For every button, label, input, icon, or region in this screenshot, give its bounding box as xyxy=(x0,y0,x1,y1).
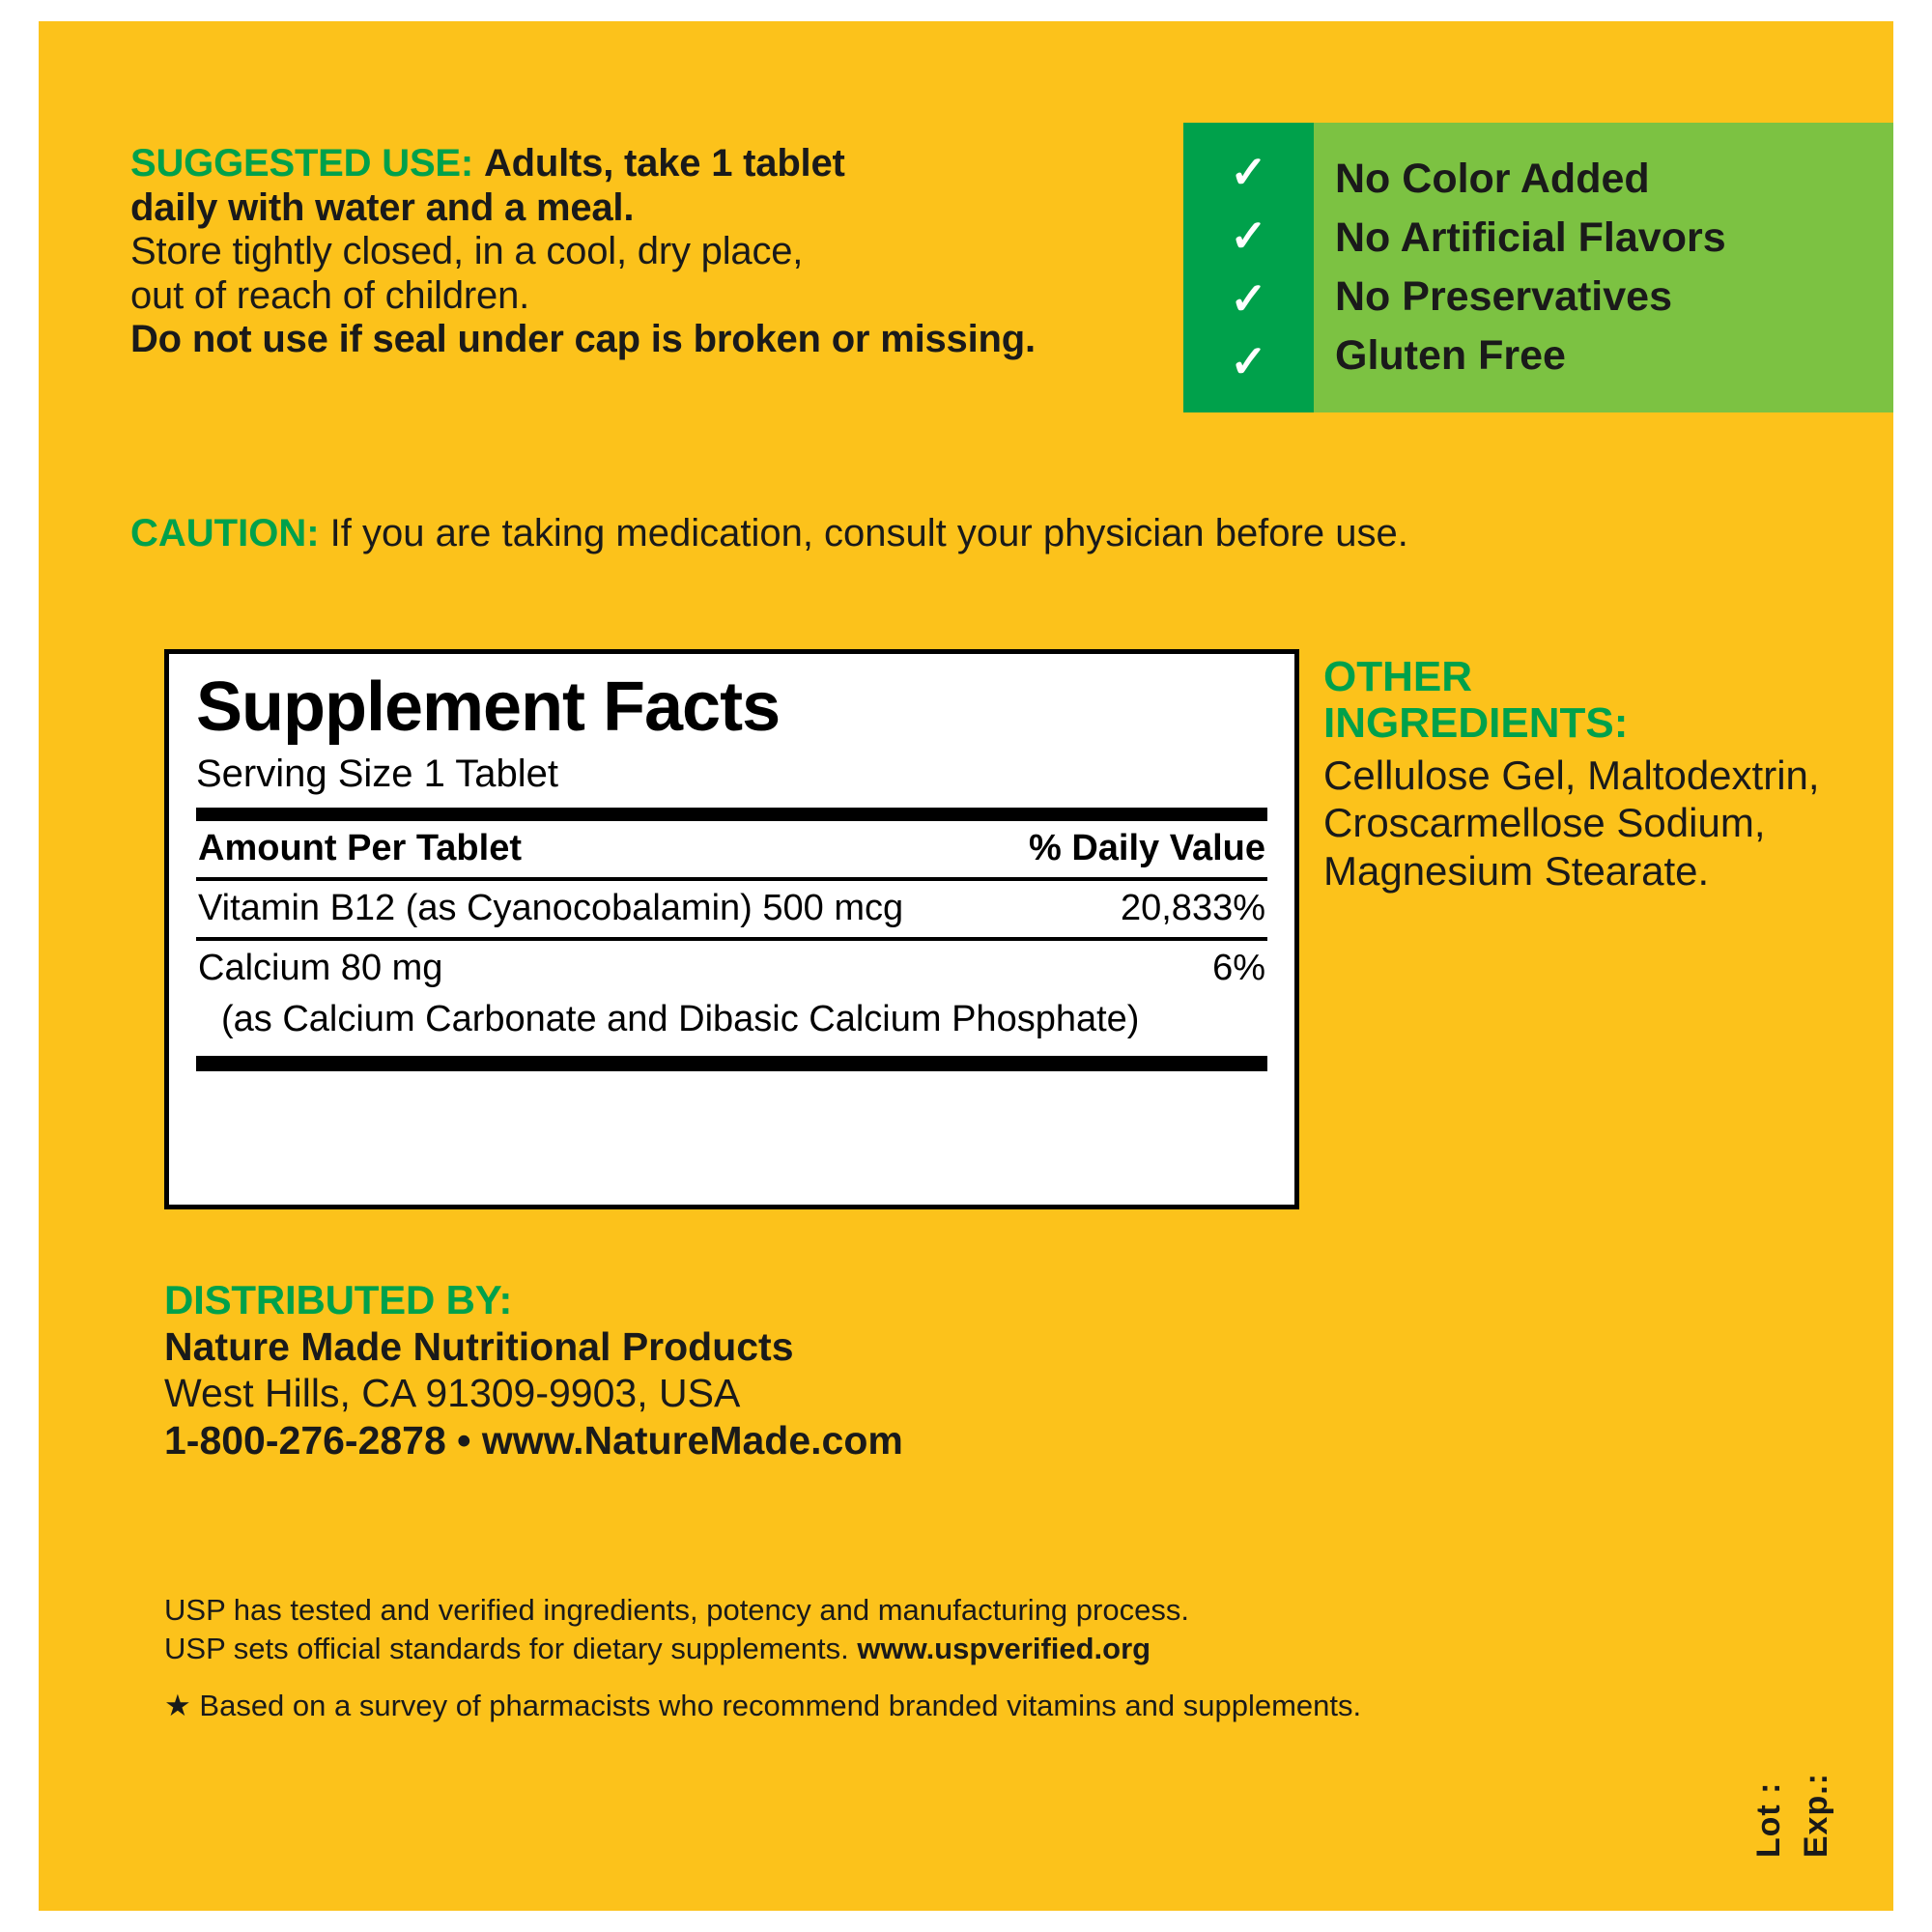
lot-label: Lot : xyxy=(1750,1781,1787,1858)
check-icon: ✓ xyxy=(1230,210,1267,261)
distributed-by-block xyxy=(164,1277,1227,1463)
seal-warning-line: Do not use if seal under cap is broken or missing. xyxy=(130,318,1036,361)
supplement-label-panel xyxy=(39,21,1893,1911)
nutrient-name: Calcium 80 mg xyxy=(198,947,443,988)
check-icon: ✓ xyxy=(1230,273,1267,324)
facts-column-headers xyxy=(196,821,1267,877)
exp-label: Exp.: xyxy=(1798,1772,1834,1858)
nutrient-source-note: (as Calcium Carbonate and Dibasic Calcium Phosphate) xyxy=(221,998,1140,1039)
suggested-use-line-1 xyxy=(130,142,1222,186)
facts-rule-thick xyxy=(196,808,1267,821)
usp-note-line-1: USP has tested and verified ingredients, potency and manufacturing process. xyxy=(164,1593,1189,1627)
company-contact: 1-800-276-2878 • www.NatureMade.com xyxy=(164,1417,903,1463)
pharmacist-survey-note: ★ Based on a survey of pharmacists who recommend branded vitamins and supplements. xyxy=(164,1689,1362,1723)
serving-size: Serving Size 1 Tablet xyxy=(196,752,559,795)
suggested-use-block xyxy=(130,142,1222,362)
facts-rule-bottom xyxy=(196,1056,1267,1071)
other-ingredients-text: Cellulose Gel, Maltodextrin, Croscarmellose Sodium, Magnesium Stearate. xyxy=(1323,752,1820,894)
usp-note-line-2-text: USP sets official standards for dietary supplements. xyxy=(164,1631,858,1665)
caution-heading: CAUTION: xyxy=(130,512,320,554)
claims-text-column xyxy=(1314,123,1893,412)
claims-box xyxy=(1183,123,1893,412)
company-address: West Hills, CA 91309-9903, USA xyxy=(164,1371,741,1416)
check-icon: ✓ xyxy=(1230,336,1267,387)
claim-item: No Artificial Flavors xyxy=(1335,213,1726,261)
other-ingredients-heading-line2: INGREDIENTS: xyxy=(1323,699,1629,748)
usp-website: www.uspverified.org xyxy=(857,1631,1151,1665)
suggested-use-line1-tail: Adults, take 1 tablet xyxy=(483,142,845,185)
other-ingredients-heading-line1: OTHER xyxy=(1323,653,1472,700)
suggested-use-heading: SUGGESTED USE: xyxy=(130,142,474,185)
storage-line-2: out of reach of children. xyxy=(130,273,530,317)
supplement-facts-panel xyxy=(164,649,1299,1209)
claims-check-column xyxy=(1183,123,1314,412)
facts-row xyxy=(196,941,1267,997)
company-name: Nature Made Nutritional Products xyxy=(164,1324,794,1369)
supplement-facts-title: Supplement Facts xyxy=(196,668,781,746)
facts-col-header-right: % Daily Value xyxy=(1028,827,1265,868)
facts-col-header-left: Amount Per Tablet xyxy=(198,827,522,868)
nutrient-name: Vitamin B12 (as Cyanocobalamin) 500 mcg xyxy=(198,887,904,928)
claim-item: No Preservatives xyxy=(1335,273,1672,320)
nutrient-dv: 6% xyxy=(1212,947,1265,988)
caution-block xyxy=(130,512,1408,555)
nutrient-dv: 20,833% xyxy=(1120,887,1265,928)
distributed-by-heading: DISTRIBUTED BY: xyxy=(164,1277,513,1322)
usp-note-line-2 xyxy=(164,1630,1536,1668)
suggested-use-line-2: daily with water and a meal. xyxy=(130,185,635,229)
storage-line-1: Store tightly closed, in a cool, dry place, xyxy=(130,230,804,273)
facts-row xyxy=(196,881,1267,937)
caution-text: If you are taking medication, consult your physician before use. xyxy=(329,512,1408,554)
footnotes-block xyxy=(164,1591,1536,1725)
claim-item: Gluten Free xyxy=(1335,332,1566,380)
other-ingredients-block xyxy=(1323,654,1864,895)
check-icon: ✓ xyxy=(1230,147,1267,198)
claim-item: No Color Added xyxy=(1335,155,1650,202)
lot-exp-block xyxy=(1750,1773,1835,1858)
